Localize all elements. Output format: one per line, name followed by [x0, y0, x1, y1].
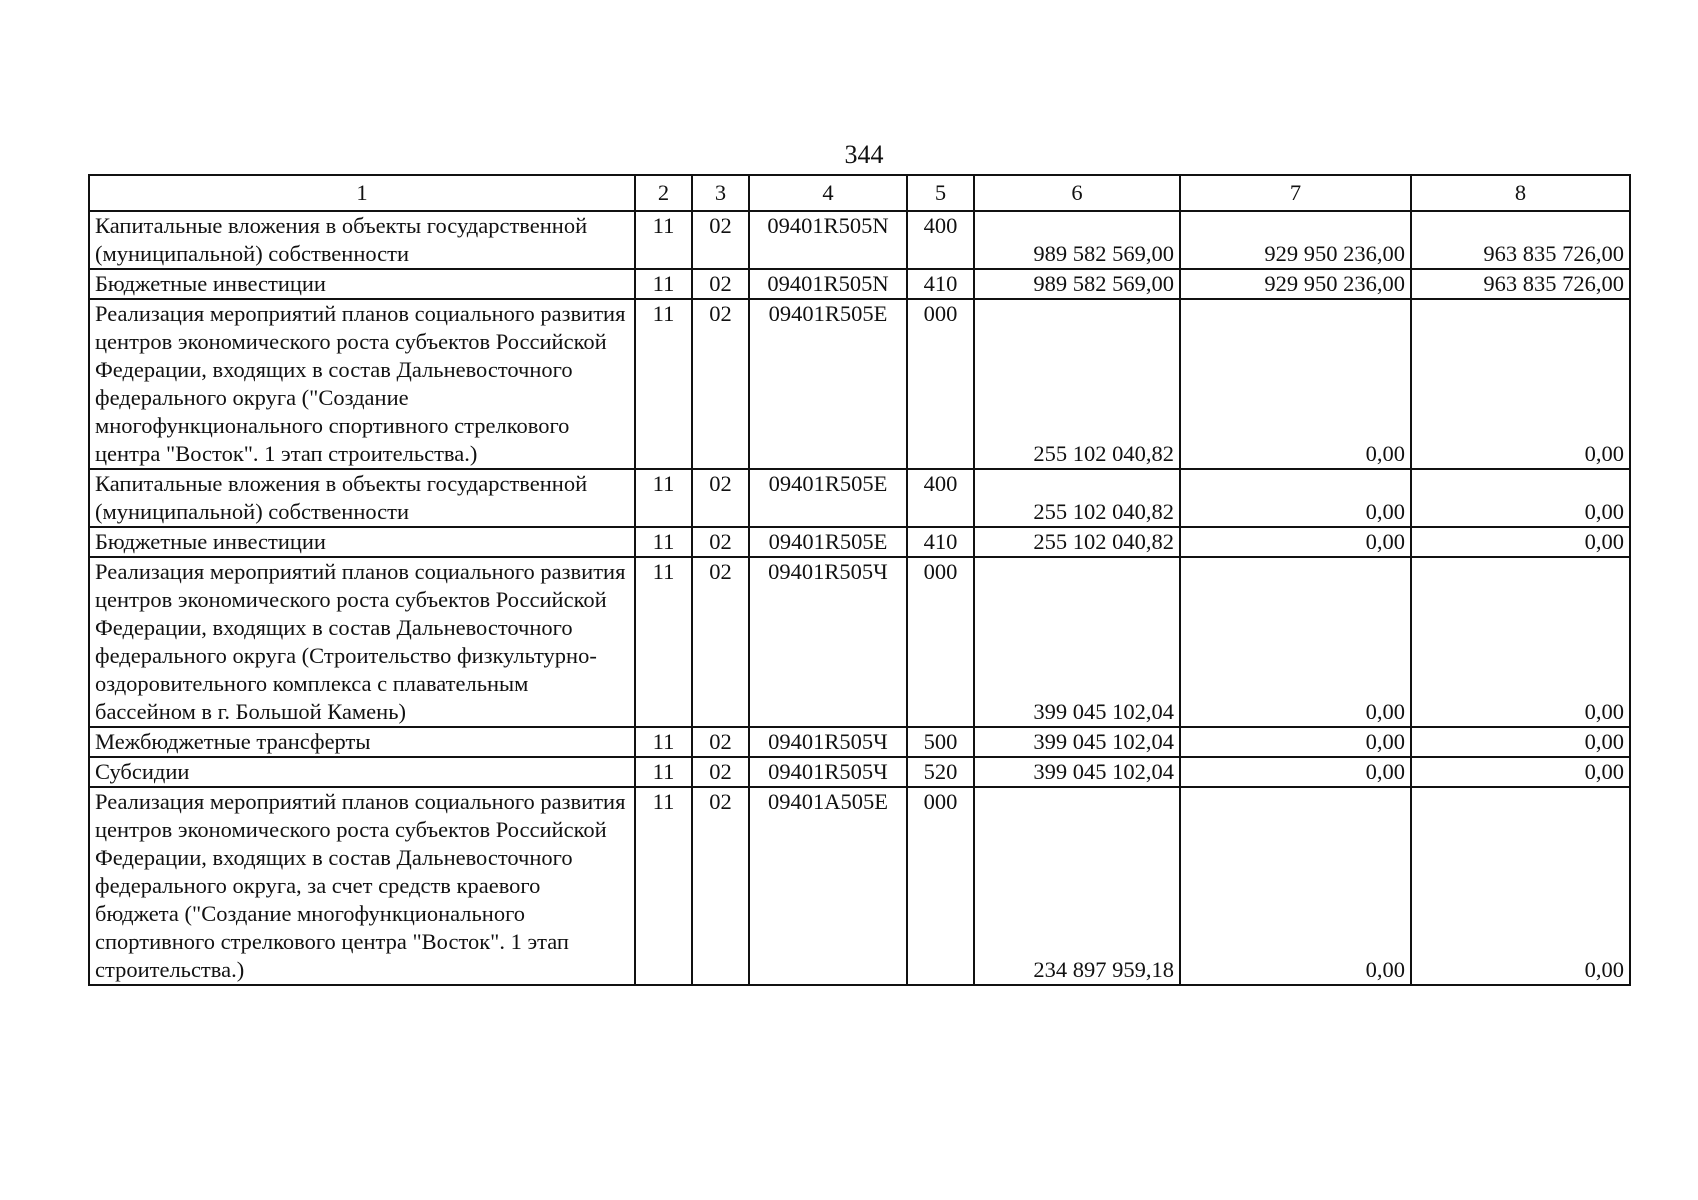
- row-subsection: 02: [692, 557, 749, 727]
- row-section: 11: [635, 557, 692, 727]
- row-amount-col6: 399 045 102,04: [974, 727, 1180, 757]
- column-header: 3: [692, 175, 749, 211]
- row-target-article: 09401R505Ч: [749, 557, 907, 727]
- column-header: 6: [974, 175, 1180, 211]
- row-section: 11: [635, 727, 692, 757]
- table-row: [89, 557, 1630, 727]
- row-subsection: 02: [692, 299, 749, 469]
- row-amount-col7: 0,00: [1180, 787, 1411, 985]
- row-amount-col7: 0,00: [1180, 727, 1411, 757]
- row-target-article: 09401R505E: [749, 527, 907, 557]
- table-row: [89, 787, 1630, 985]
- row-name: Бюджетные инвестиции: [89, 527, 635, 557]
- row-amount-col6: 989 582 569,00: [974, 211, 1180, 269]
- row-subsection: 02: [692, 211, 749, 269]
- row-amount-col7: 0,00: [1180, 299, 1411, 469]
- row-amount-col7: 0,00: [1180, 469, 1411, 527]
- row-expense-type: 400: [907, 211, 974, 269]
- table-row: [89, 527, 1630, 557]
- budget-table: [88, 174, 1631, 986]
- table-header-row: [89, 175, 1630, 211]
- row-target-article: 09401R505N: [749, 269, 907, 299]
- table-row: [89, 269, 1630, 299]
- row-subsection: 02: [692, 469, 749, 527]
- row-name: Реализация мероприятий планов социального развития центров экономического роста субъектов Российской Федерации, входящих в состав Дальневосточного федерального округа (Строительство физкультурно-оздоровительного комплекса с плавательным бассейном в г. Большой Камень): [89, 557, 635, 727]
- row-amount-col6: 234 897 959,18: [974, 787, 1180, 985]
- row-amount-col6: 255 102 040,82: [974, 299, 1180, 469]
- row-amount-col6: 989 582 569,00: [974, 269, 1180, 299]
- row-amount-col8: 963 835 726,00: [1411, 269, 1630, 299]
- row-expense-type: 410: [907, 269, 974, 299]
- row-amount-col7: 0,00: [1180, 557, 1411, 727]
- row-subsection: 02: [692, 269, 749, 299]
- row-section: 11: [635, 787, 692, 985]
- row-expense-type: 000: [907, 299, 974, 469]
- row-subsection: 02: [692, 787, 749, 985]
- row-section: 11: [635, 527, 692, 557]
- row-amount-col8: 0,00: [1411, 727, 1630, 757]
- row-amount-col6: 399 045 102,04: [974, 557, 1180, 727]
- row-amount-col8: 963 835 726,00: [1411, 211, 1630, 269]
- column-header: 7: [1180, 175, 1411, 211]
- row-section: 11: [635, 757, 692, 787]
- page-number: 344: [844, 140, 884, 169]
- column-header: 5: [907, 175, 974, 211]
- row-section: 11: [635, 211, 692, 269]
- column-header: 4: [749, 175, 907, 211]
- row-name: Реализация мероприятий планов социального развития центров экономического роста субъектов Российской Федерации, входящих в состав Дальневосточного федерального округа ("Создание многофункционального спортивного стрелкового центра "Восток". 1 этап строительства.): [89, 299, 635, 469]
- row-amount-col7: 929 950 236,00: [1180, 211, 1411, 269]
- row-amount-col8: 0,00: [1411, 527, 1630, 557]
- row-expense-type: 400: [907, 469, 974, 527]
- row-name: Реализация мероприятий планов социального развития центров экономического роста субъектов Российской Федерации, входящих в состав Дальневосточного федерального округа, за счет средств краевого бюджета ("Создание многофункционального спортивного стрелкового центра "Восток". 1 этап строительства.): [89, 787, 635, 985]
- row-subsection: 02: [692, 527, 749, 557]
- row-target-article: 09401А505Е: [749, 787, 907, 985]
- row-target-article: 09401R505Ч: [749, 757, 907, 787]
- row-amount-col8: 0,00: [1411, 787, 1630, 985]
- row-subsection: 02: [692, 757, 749, 787]
- row-expense-type: 520: [907, 757, 974, 787]
- row-section: 11: [635, 269, 692, 299]
- row-target-article: 09401R505E: [749, 299, 907, 469]
- table-row: [89, 757, 1630, 787]
- row-name: Субсидии: [89, 757, 635, 787]
- column-header: 1: [89, 175, 635, 211]
- row-target-article: 09401R505Ч: [749, 727, 907, 757]
- row-amount-col7: 0,00: [1180, 757, 1411, 787]
- row-amount-col6: 399 045 102,04: [974, 757, 1180, 787]
- row-amount-col8: 0,00: [1411, 557, 1630, 727]
- table-row: [89, 469, 1630, 527]
- row-amount-col8: 0,00: [1411, 469, 1630, 527]
- column-header: 8: [1411, 175, 1630, 211]
- row-expense-type: 500: [907, 727, 974, 757]
- row-subsection: 02: [692, 727, 749, 757]
- row-section: 11: [635, 469, 692, 527]
- row-expense-type: 000: [907, 787, 974, 985]
- row-amount-col8: 0,00: [1411, 299, 1630, 469]
- table-row: [89, 299, 1630, 469]
- row-expense-type: 000: [907, 557, 974, 727]
- row-amount-col6: 255 102 040,82: [974, 469, 1180, 527]
- row-target-article: 09401R505N: [749, 211, 907, 269]
- row-name: Бюджетные инвестиции: [89, 269, 635, 299]
- row-section: 11: [635, 299, 692, 469]
- row-amount-col6: 255 102 040,82: [974, 527, 1180, 557]
- row-expense-type: 410: [907, 527, 974, 557]
- row-name: Капитальные вложения в объекты государственной (муниципальной) собственности: [89, 469, 635, 527]
- row-amount-col8: 0,00: [1411, 757, 1630, 787]
- row-amount-col7: 929 950 236,00: [1180, 269, 1411, 299]
- column-header: 2: [635, 175, 692, 211]
- row-amount-col7: 0,00: [1180, 527, 1411, 557]
- row-name: Капитальные вложения в объекты государственной (муниципальной) собственности: [89, 211, 635, 269]
- row-name: Межбюджетные трансферты: [89, 727, 635, 757]
- row-target-article: 09401R505E: [749, 469, 907, 527]
- table-row: [89, 727, 1630, 757]
- table-row: [89, 211, 1630, 269]
